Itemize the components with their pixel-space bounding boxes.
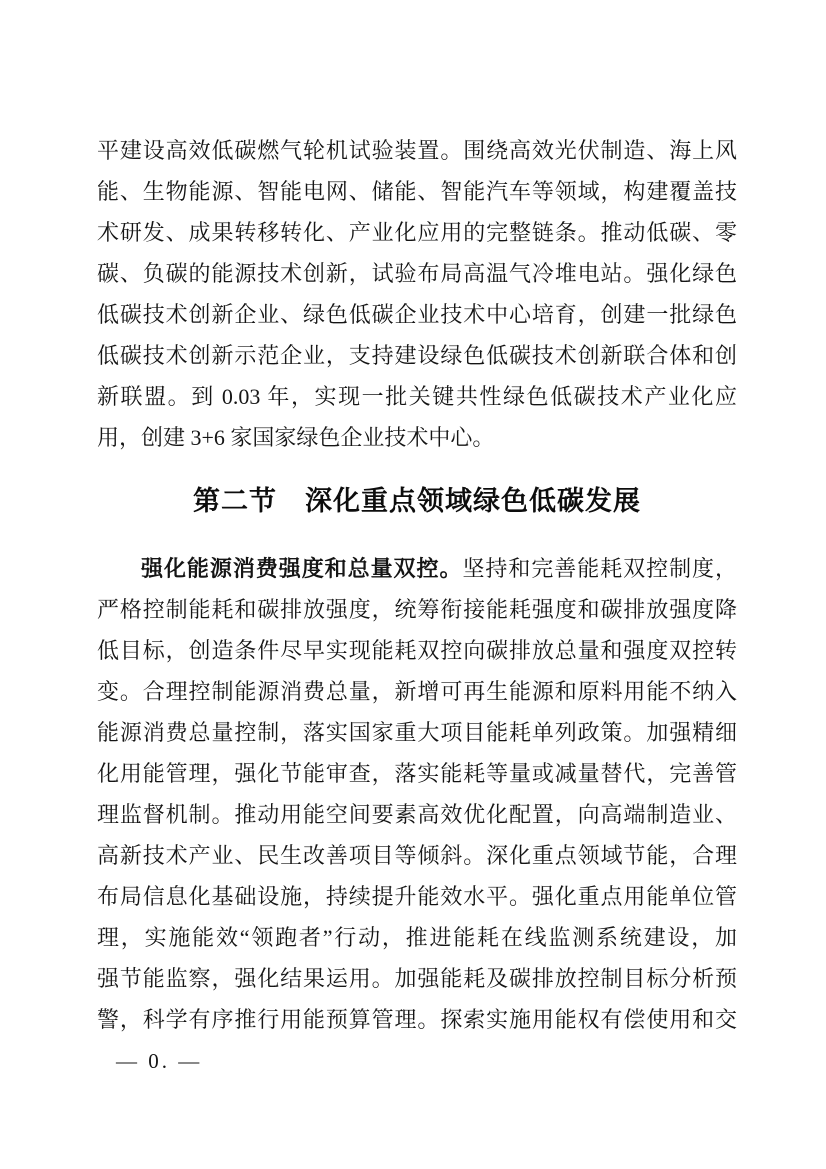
body-line: 强节能监察，强化结果运用。加强能耗及碳排放控制目标分析预 [97, 966, 737, 991]
body-line: 严格控制能耗和碳排放强度，统筹衔接能耗强度和碳排放强度降 [97, 597, 737, 622]
paragraph-lead-rest: 坚持和完善能耗双控制度， [462, 556, 737, 581]
body-line: 平建设高效低碳燃气轮机试验装置。围绕高效光伏制造、海上风 [97, 138, 737, 163]
body-line: 化用能管理，强化节能审查，落实能耗等量或减量替代，完善管 [97, 761, 737, 786]
paragraph-lead-phrase: 强化能源消费强度和总量双控。 [141, 556, 463, 581]
page-number-footer: — 0. — [116, 1049, 203, 1073]
body-line: 理监督机制。推动用能空间要素高效优化配置，向高端制造业、 [97, 802, 737, 827]
body-line: 布局信息化基础设施，持续提升能效水平。强化重点用能单位管 [97, 884, 737, 909]
body-line: 新联盟。到 0.03 年，实现一批关键共性绿色低碳技术产业化应 [97, 384, 737, 409]
body-line: 低碳技术创新示范企业，支持建设绿色低碳技术创新联合体和创 [97, 343, 737, 368]
body-line: 能源消费总量控制，落实国家重大项目能耗单列政策。加强精细 [97, 720, 737, 745]
section-heading: 第二节 深化重点领域绿色低碳发展 [193, 486, 641, 516]
body-text [97, 130, 737, 1040]
body-line [97, 548, 737, 589]
body-line: 警，科学有序推行用能预算管理。探索实施用能权有偿使用和交 [97, 1007, 737, 1032]
body-line: 碳、负碳的能源技术创新，试验布局高温气冷堆电站。强化绿色 [97, 261, 737, 286]
body-line: 理，实施能效“领跑者”行动，推进能耗在线监测系统建设，加 [97, 925, 737, 950]
body-line: 能、生物能源、智能电网、储能、智能汽车等领域，构建覆盖技 [97, 179, 737, 204]
paragraph-energy-dual-control [97, 548, 737, 1040]
body-line: 变。合理控制能源消费总量，新增可再生能源和原料用能不纳入 [97, 679, 737, 704]
body-line: 低目标，创造条件尽早实现能耗双控向碳排放总量和强度双控转 [97, 638, 737, 663]
body-line: 低碳技术创新企业、绿色低碳企业技术中心培育，创建一批绿色 [97, 302, 737, 327]
body-line: 术研发、成果转移转化、产业化应用的完整链条。推动低碳、零 [97, 220, 737, 245]
paragraph-continuation [97, 130, 737, 458]
body-line: 用，创建 3+6 家国家绿色企业技术中心。 [97, 425, 495, 450]
body-line: 高新技术产业、民生改善项目等倾斜。深化重点领域节能，合理 [97, 843, 737, 868]
